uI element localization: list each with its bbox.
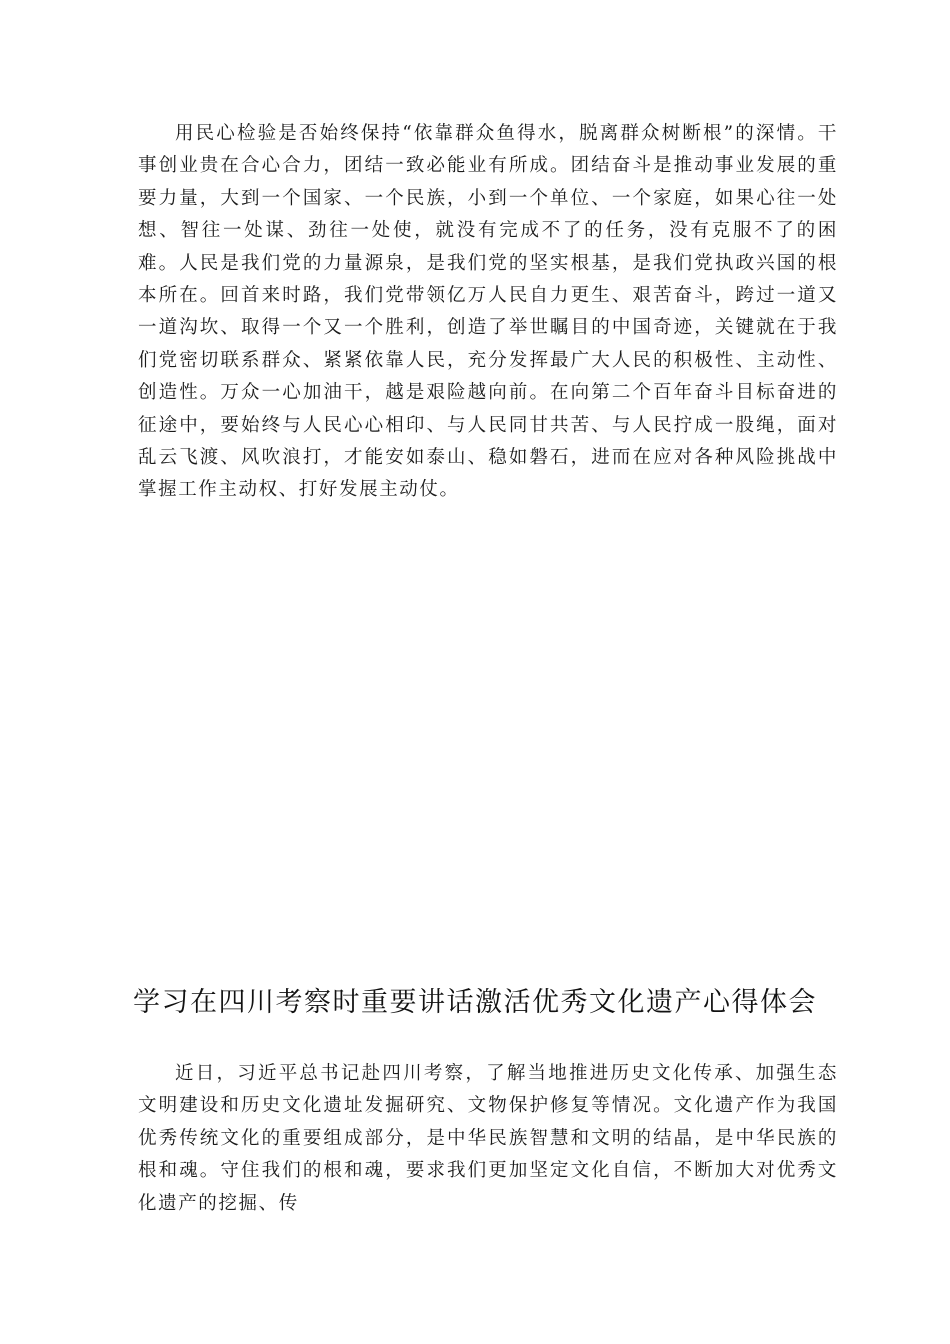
section-heading: 学习在四川考察时重要讲话激活优秀文化遗产心得体会 <box>133 987 817 1018</box>
body-paragraph-2: 近日，习近平总书记赴四川考察，了解当地推进历史文化传承、加强生态文明建设和历史文化遗址发掘研究、文物保护修复等情况。文化遗产作为我国优秀传统文化的重要组成部分，是中华民族智慧和文明的结晶，是中华民族的根和魂。守住我们的根和魂，要求我们更加坚定文化自信，不断加大对优秀文化遗产的挖掘、传 <box>138 1063 838 1214</box>
body-paragraph-1: 用民心检验是否始终保持“依靠群众鱼得水，脱离群众树断根”的深情。干事创业贵在合心合力，团结一致必能业有所成。团结奋斗是推动事业发展的重要力量，大到一个国家、一个民族，小到一个单位、一个家庭，如果心往一处想、智往一处谋、劲往一处使，就没有完成不了的任务，没有克服不了的困难。人民是我们党的力量源泉，是我们党的坚实根基，是我们党执政兴国的根本所在。回首来时路，我们党带领亿万人民自力更生、艰苦奋斗，跨过一道又一道沟坎、取得一个又一个胜利，创造了举世瞩目的中国奇迹，关键就在于我们党密切联系群众、紧紧依靠人民，充分发挥最广大人民的积极性、主动性、创造性。万众一心加油干，越是艰险越向前。在向第二个百年奋斗目标奋进的征途中，要始终与人民心心相印、与人民同甘共苦、与人民拧成一股绳，面对乱云飞渡、风吹浪打，才能安如泰山、稳如磐石，进而在应对各种风险挑战中掌握工作主动权、打好发展主动仗。 <box>138 123 838 501</box>
